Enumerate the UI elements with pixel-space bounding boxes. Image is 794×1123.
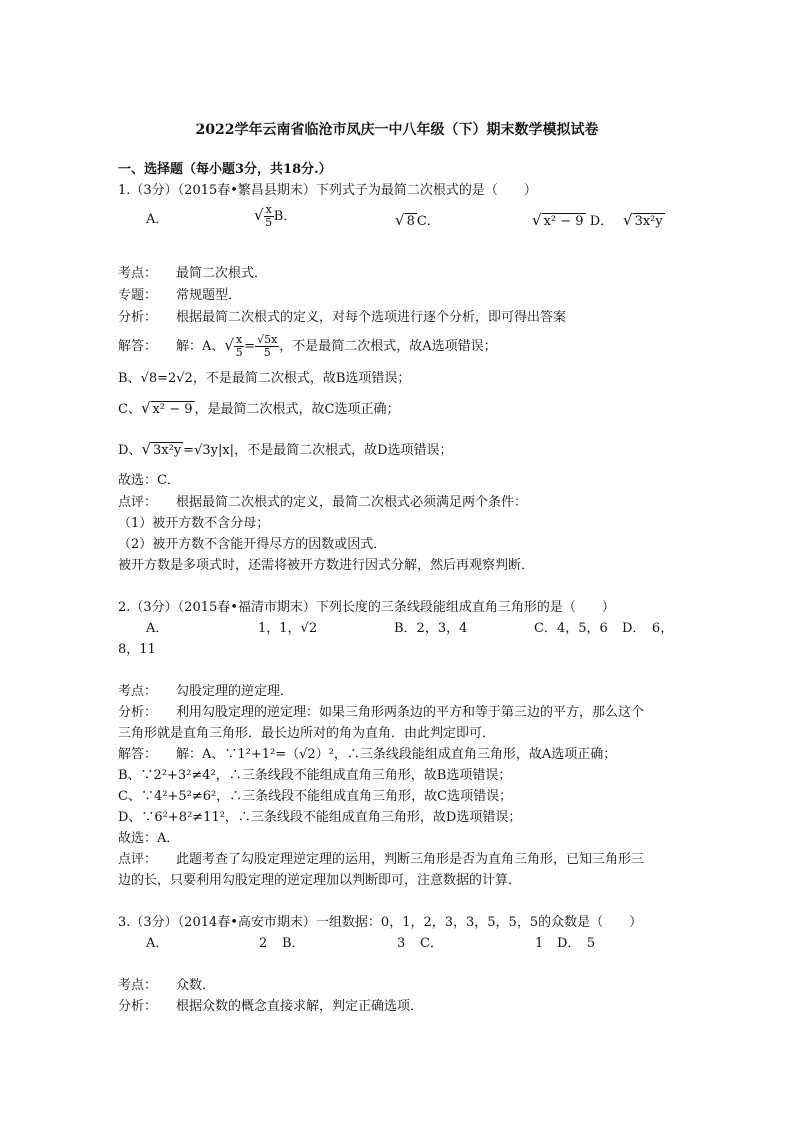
- q1-dianping-3: 被开方数是多项式时，还需将被开方数进行因式分解，然后再观察判断．: [118, 558, 535, 573]
- q3-option-c-value: 1: [535, 936, 544, 951]
- q1-fenxi: 分析： 根据最简二次根式的定义，对每个选项进行逐个分析，即可得出答案: [118, 310, 567, 325]
- q2-jieda-d: D、∵6²+8²≠11²，∴三条线段不能组成直角三角形，故D选项错误；: [118, 810, 522, 825]
- q1-stem: 1.（3分）（2015春•繁昌县期末）下列式子为最简二次根式的是（ ）: [118, 183, 537, 198]
- q2-jieda-a: 解答： 解：A、∵1²+1²=（√2）²，∴三条线段能组成直角三角形，故A选项正确；: [118, 747, 617, 762]
- q1-jieda-d: D、√ 3x²y =√3y|x|，不是最简二次根式，故D选项错误；: [118, 440, 453, 458]
- section-heading: 一、选择题（每小题3分，共18分.）: [118, 162, 332, 177]
- q1-jieda-b: B、√8=2√2，不是最简二次根式，故B选项错误；: [118, 371, 411, 386]
- page-title: 2022学年云南省临沧市凤庆一中八年级（下）期末数学模拟试卷: [195, 122, 599, 138]
- q1-jieda-a: 解答： 解：A、√ $\frac{x}{5}$ = $\frac{√5x}{5}$ ，不是最简二次根式，故A选项错误；: [118, 333, 497, 359]
- q2-dianping: 点评： 此题考查了勾股定理逆定理的运用，判断三角形是否为直角三角形，已知三角形三: [118, 852, 645, 867]
- q2-fenxi: 分析： 利用勾股定理的逆定理：如果三角形两条边的平方和等于第三边的平方，那么这个: [118, 705, 645, 720]
- q1-option-a: A．: [146, 212, 169, 227]
- q2-kaodian: 考点： 勾股定理的逆定理．: [118, 684, 294, 699]
- q2-stem: 2.（3分）（2015春•福清市期末）下列长度的三条线段能组成直角三角形的是（ ）: [118, 600, 615, 615]
- q2-option-a: A．: [146, 621, 169, 636]
- q2-guxuan: 故选：A．: [118, 831, 180, 846]
- q2-fenxi-2: 三角形就是直角三角形．最长边所对的角为直角．由此判定即可．: [118, 726, 496, 741]
- q3-option-c: C．: [420, 936, 443, 951]
- q2-option-b: B．2，3，4: [394, 621, 468, 636]
- q1-jieda-c: C、√ x² − 9 ，是最简二次根式，故C选项正确；: [118, 399, 400, 417]
- q3-option-b: B．: [282, 936, 305, 951]
- q3-option-b-value: 3: [397, 936, 406, 951]
- q1-guxuan: 故选：C．: [118, 473, 180, 488]
- q3-option-a-value: 2: [259, 936, 268, 951]
- q1-dianping: 点评： 根据最简二次根式的定义，最简二次根式必须满足两个条件：: [118, 495, 528, 510]
- q1-option-a-math: √ $\frac{x}{5}$ B．: [254, 203, 297, 229]
- q2-option-c: C．4，5，6: [534, 621, 608, 636]
- q1-zhuanti: 专题： 常规题型．: [118, 288, 242, 303]
- q2-jieda-c: C、∵4²+5²≠6²，∴三条线段不能组成直角三角形，故C选项错误；: [118, 789, 513, 804]
- q2-option-d: D． 6，: [622, 621, 674, 636]
- q2-option-a-value: 1，1，√2: [258, 621, 318, 636]
- q3-fenxi: 分析： 根据众数的概念直接求解，判定正确选项．: [118, 999, 424, 1014]
- q2-dianping-2: 边的长，只要利用勾股定理的逆定理加以判断即可，注意数据的计算．: [118, 873, 522, 888]
- q1-option-d-math: √ 3x²y: [623, 211, 663, 229]
- q3-stem: 3.（3分）（2014春•高安市期末）一组数据：0，1，2，3，3，5，5，5的众数是（ ）: [118, 915, 643, 930]
- q1-option-b-math: √ 8 C．: [395, 211, 440, 229]
- q3-option-a: A．: [146, 936, 169, 951]
- q3-kaodian: 考点： 众数．: [118, 978, 216, 993]
- q2-option-d-cont: 8，11: [118, 642, 156, 657]
- q2-jieda-b: B、∵2²+3²≠4²，∴三条线段不能组成直角三角形，故B选项错误；: [118, 768, 512, 783]
- q1-kaodian: 考点： 最简二次根式．: [118, 266, 268, 281]
- q1-dianping-2: （2）被开方数不含能开得尽方的因数或因式．: [118, 537, 387, 552]
- q1-dianping-1: （1）被开方数不含分母；: [118, 516, 270, 531]
- q3-option-d: D． 5: [557, 936, 596, 951]
- q1-option-c-math: √ x² − 9 D．: [532, 211, 614, 229]
